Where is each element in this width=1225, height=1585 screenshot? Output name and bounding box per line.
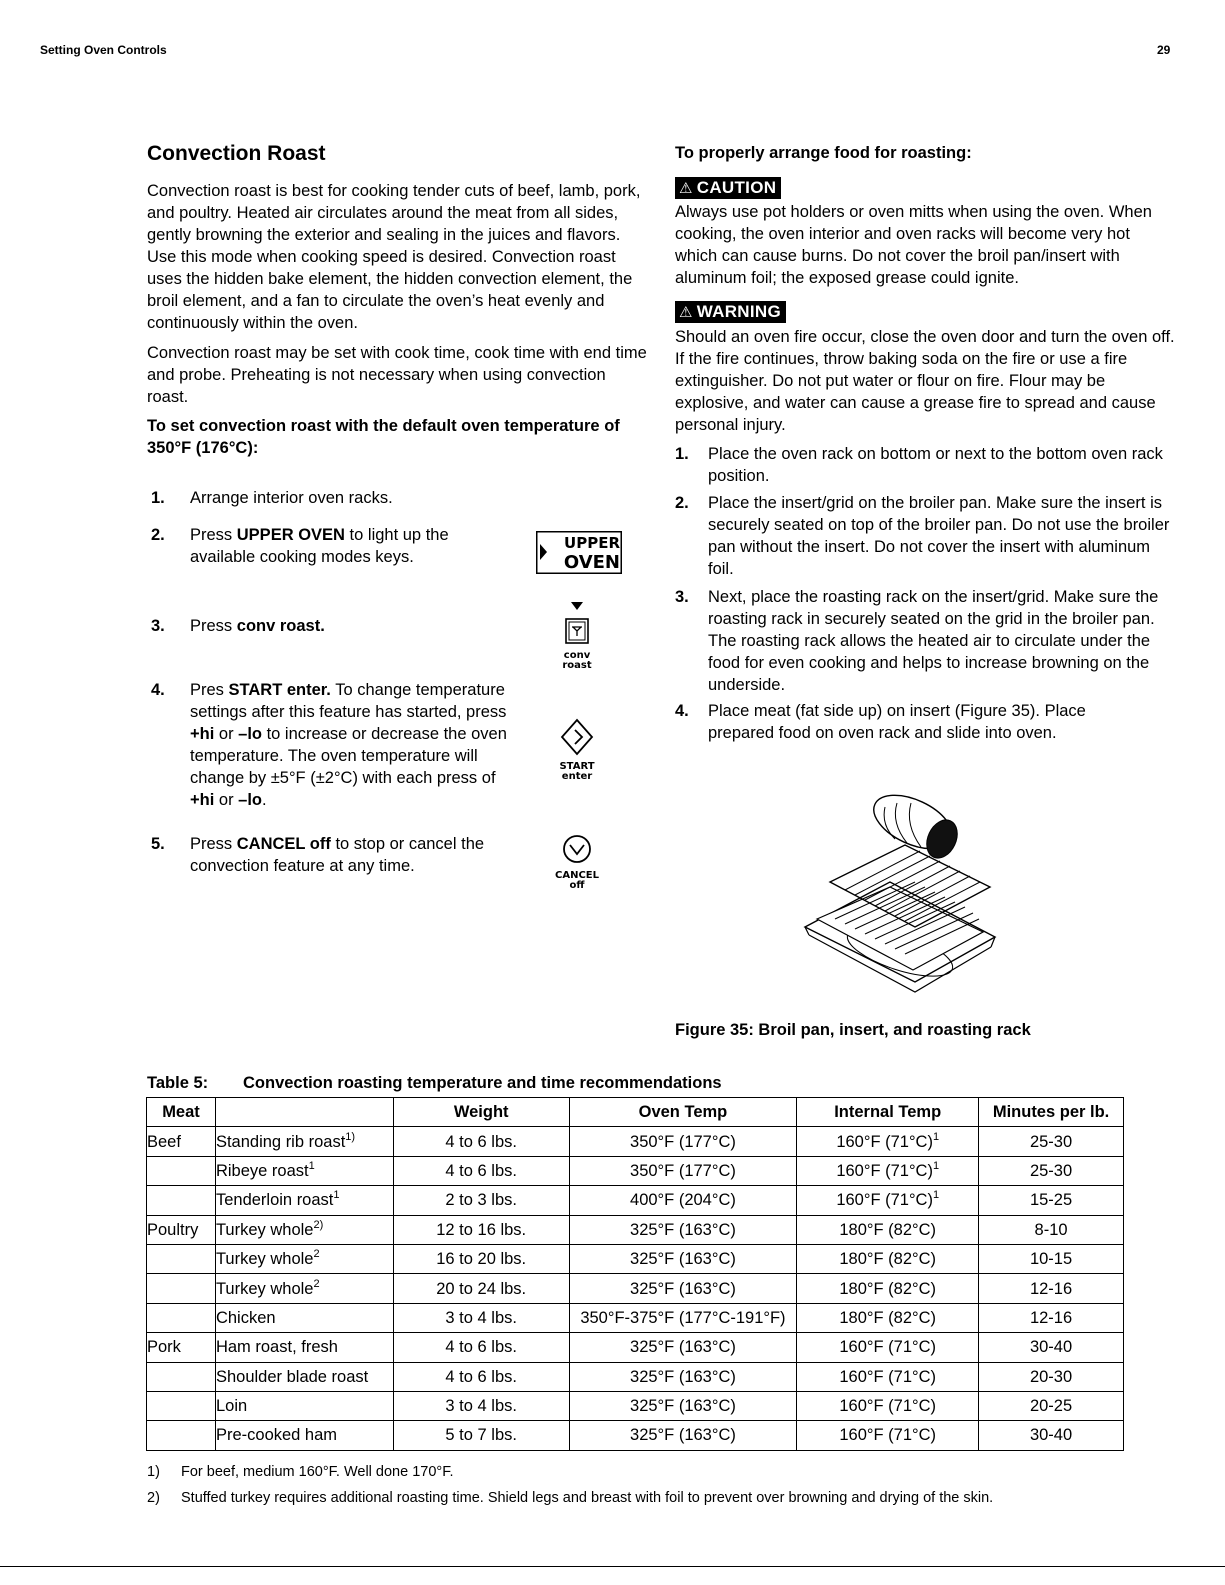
cell-minutes: 12-16 bbox=[979, 1274, 1124, 1303]
cell-weight: 16 to 20 lbs. bbox=[393, 1244, 569, 1273]
step-number: 4. bbox=[151, 681, 165, 699]
cell-minutes: 25-30 bbox=[979, 1127, 1124, 1156]
cell-oven-temp: 325°F (163°C) bbox=[569, 1244, 797, 1273]
page-number: 29 bbox=[1157, 43, 1171, 57]
cell-meat bbox=[147, 1274, 216, 1303]
cell-oven-temp: 350°F (177°C) bbox=[569, 1156, 797, 1185]
cell-minutes: 20-30 bbox=[979, 1362, 1124, 1391]
cancel-off-label: CANCEL off bbox=[555, 870, 599, 891]
cancel-off-key[interactable] bbox=[554, 832, 600, 891]
cell-cut: Loin bbox=[215, 1391, 393, 1420]
footnote-text: For beef, medium 160°F. Well done 170°F. bbox=[181, 1464, 454, 1480]
cell-oven-temp: 325°F (163°C) bbox=[569, 1421, 797, 1450]
cell-minutes: 8-10 bbox=[979, 1215, 1124, 1244]
cell-cut: Ribeye roast$^1$ bbox=[215, 1156, 393, 1185]
cell-cut: Pre-cooked ham bbox=[215, 1421, 393, 1450]
conv-roast-icon bbox=[554, 616, 600, 646]
upper-oven-label: UPPER OVEN bbox=[563, 534, 620, 573]
cell-cut: Turkey whole$^2$ bbox=[215, 1244, 393, 1273]
cell-internal-temp: 180°F (82°C) bbox=[797, 1274, 979, 1303]
cell-internal-temp: 160°F $(71^\circ C)^1$ bbox=[797, 1186, 979, 1215]
cell-oven-temp: 325°F (163°C) bbox=[569, 1274, 797, 1303]
cell-internal-temp: 180°F (82°C) bbox=[797, 1244, 979, 1273]
table-row bbox=[147, 1391, 1124, 1420]
second-paragraph: Convection roast may be set with cook time, cook time with end time and probe. Preheating is not necessary when using convection roast. bbox=[147, 344, 647, 406]
cell-meat bbox=[147, 1421, 216, 1450]
table-label: Table 5: bbox=[147, 1074, 209, 1092]
step-number: 5. bbox=[151, 835, 165, 853]
table-row bbox=[147, 1156, 1124, 1185]
step-number: 2. bbox=[151, 526, 165, 544]
header-internal-temp: Internal Temp bbox=[797, 1098, 979, 1127]
warning-icon: ⚠ bbox=[679, 304, 693, 321]
cell-internal-temp: 160°F (71°C) bbox=[797, 1333, 979, 1362]
step-number: 4. bbox=[675, 702, 689, 720]
cell-weight: 20 to 24 lbs. bbox=[393, 1274, 569, 1303]
cell-meat: Pork bbox=[147, 1333, 216, 1362]
down-arrow-icon bbox=[571, 597, 583, 615]
cell-weight: 4 to 6 lbs. bbox=[393, 1362, 569, 1391]
start-enter-key[interactable] bbox=[554, 717, 600, 782]
table-title: Convection roasting temperature and time recommendations bbox=[243, 1074, 722, 1092]
figure-caption: Figure 35: Broil pan, insert, and roasting rack bbox=[675, 1021, 1031, 1039]
footnote-text: Stuffed turkey requires additional roasting time. Shield legs and breast with foil to prevent over browning and drying of the skin. bbox=[181, 1490, 994, 1506]
cell-cut: Chicken bbox=[215, 1303, 393, 1332]
cell-cut: Shoulder blade roast bbox=[215, 1362, 393, 1391]
caution-warning-icon: ⚠ bbox=[679, 180, 693, 197]
header-cut bbox=[215, 1098, 393, 1127]
table-row bbox=[147, 1215, 1124, 1244]
roasting-table bbox=[146, 1097, 1124, 1451]
table-row bbox=[147, 1362, 1124, 1391]
cell-weight: 3 to 4 lbs. bbox=[393, 1391, 569, 1420]
step-text: Place the oven rack on bottom or next to the bottom oven rack position. bbox=[708, 445, 1163, 485]
cell-minutes: 12-16 bbox=[979, 1303, 1124, 1332]
cell-meat bbox=[147, 1362, 216, 1391]
cell-internal-temp: 160°F (71°C) bbox=[797, 1421, 979, 1450]
step-text: Place meat (fat side up) on insert (Figure 35). Place prepared food on oven rack and slide into oven. bbox=[708, 702, 1086, 742]
broil-pan-illustration bbox=[795, 787, 1000, 1007]
cell-meat: Beef bbox=[147, 1127, 216, 1156]
start-diamond-icon bbox=[554, 717, 600, 757]
intro-paragraph: Convection roast is best for cooking tender cuts of beef, lamb, pork, and poultry. Heated air circulates around the meat from all sides, gently browning the exterior and sealing in the juices and flavors. Use this mode when cooking speed is desired. Convection roast uses the hidden bake element, the hidden convection element, the broil element, and a fan to circulate the oven’s heat evenly and continuously within the oven. bbox=[147, 182, 641, 332]
table-row bbox=[147, 1186, 1124, 1215]
cell-weight: 4 to 6 lbs. bbox=[393, 1127, 569, 1156]
upper-oven-key[interactable] bbox=[536, 531, 622, 574]
step-number: 1. bbox=[675, 445, 689, 463]
step-text: Press CANCEL off to stop or cancel the convection feature at any time. bbox=[190, 835, 485, 875]
cell-meat bbox=[147, 1186, 216, 1215]
cell-weight: 2 to 3 lbs. bbox=[393, 1186, 569, 1215]
cell-weight: 4 to 6 lbs. bbox=[393, 1333, 569, 1362]
conv-roast-label: conv roast bbox=[562, 650, 592, 671]
table-row bbox=[147, 1303, 1124, 1332]
step-text: Next, place the roasting rack on the insert/grid. Make sure the roasting rack in securely seated on the grid in the broiler pan. The roasting rack allows the heated air to circulate under the food for even cooking and helps to increase browning on the underside. bbox=[708, 588, 1159, 694]
cell-minutes: 25-30 bbox=[979, 1156, 1124, 1185]
warning-badge: ⚠ WARNING bbox=[675, 301, 786, 323]
table-header-row bbox=[147, 1098, 1124, 1127]
step-text: Place the insert/grid on the broiler pan. Make sure the insert is securely seated on top of the broiler pan. Do not use the broiler pan without the insert. Do not cover the insert with aluminum foil. bbox=[708, 494, 1170, 578]
cell-oven-temp: 325°F (163°C) bbox=[569, 1333, 797, 1362]
arrange-heading: To properly arrange food for roasting: bbox=[675, 144, 972, 162]
cell-oven-temp: 325°F (163°C) bbox=[569, 1391, 797, 1420]
cell-minutes: 30-40 bbox=[979, 1421, 1124, 1450]
step-number: 1. bbox=[151, 489, 165, 507]
table-row bbox=[147, 1127, 1124, 1156]
start-enter-label: START enter bbox=[559, 761, 595, 782]
header-minutes: Minutes per lb. bbox=[979, 1098, 1124, 1127]
table-row bbox=[147, 1274, 1124, 1303]
caution-badge: ⚠ CAUTION bbox=[675, 177, 781, 199]
header-meat: Meat bbox=[147, 1098, 216, 1127]
footnote-number: 2) bbox=[147, 1490, 160, 1506]
step-number: 2. bbox=[675, 494, 689, 512]
cell-meat bbox=[147, 1244, 216, 1273]
cell-cut: Turkey whole$^{2)}$ bbox=[215, 1215, 393, 1244]
cell-minutes: 10-15 bbox=[979, 1244, 1124, 1273]
table-row bbox=[147, 1421, 1124, 1450]
cell-weight: 5 to 7 lbs. bbox=[393, 1421, 569, 1450]
step-number: 3. bbox=[675, 588, 689, 606]
cell-oven-temp: 350°F (177°C) bbox=[569, 1127, 797, 1156]
cell-cut: Ham roast, fresh bbox=[215, 1333, 393, 1362]
cancel-circle-icon bbox=[554, 832, 600, 866]
caution-text: Always use pot holders or oven mitts when using the oven. When cooking, the oven interior and oven racks will become very hot which can cause burns. Do not cover the broil pan/insert with aluminum foil; the exposed grease could ignite. bbox=[675, 203, 1152, 287]
cell-oven-temp: 325°F (163°C) bbox=[569, 1362, 797, 1391]
cell-cut: Standing rib roast$^{1)}$ bbox=[215, 1127, 393, 1156]
cell-minutes: 15-25 bbox=[979, 1186, 1124, 1215]
cell-cut: Tenderloin roast$^1$ bbox=[215, 1186, 393, 1215]
cell-meat bbox=[147, 1156, 216, 1185]
table-row bbox=[147, 1244, 1124, 1273]
procedure-heading: To set convection roast with the default oven temperature of 350°F (176°C): bbox=[147, 417, 620, 457]
header-oven-temp: Oven Temp bbox=[569, 1098, 797, 1127]
cell-oven-temp: 400°F (204°C) bbox=[569, 1186, 797, 1215]
step-text: Press conv roast. bbox=[190, 617, 325, 635]
header-weight: Weight bbox=[393, 1098, 569, 1127]
cell-internal-temp: 180°F (82°C) bbox=[797, 1215, 979, 1244]
step-text: Press UPPER OVEN to light up the available cooking modes keys. bbox=[190, 526, 449, 566]
running-header: Setting Oven Controls bbox=[40, 43, 167, 57]
section-title: Convection Roast bbox=[147, 142, 326, 165]
warning-text: Should an oven fire occur, close the oven door and turn the oven off. If the fire continues, throw baking soda on the fire or use a fire extinguisher. Do not put water or flour on fire. Flour may be explosive, and water can cause a grease fire to spread and cause personal injury. bbox=[675, 328, 1175, 434]
cell-cut: Turkey whole$^2$ bbox=[215, 1274, 393, 1303]
cell-internal-temp: 180°F (82°C) bbox=[797, 1303, 979, 1332]
cell-internal-temp: 160°F (71°C) bbox=[797, 1362, 979, 1391]
cell-weight: 3 to 4 lbs. bbox=[393, 1303, 569, 1332]
cell-internal-temp: 160°F $(71^\circ C)^1$ bbox=[797, 1156, 979, 1185]
table-row bbox=[147, 1333, 1124, 1362]
cell-internal-temp: 160°F $(71^\circ C)^1$ bbox=[797, 1127, 979, 1156]
cell-meat: Poultry bbox=[147, 1215, 216, 1244]
cell-meat bbox=[147, 1391, 216, 1420]
cell-weight: 12 to 16 lbs. bbox=[393, 1215, 569, 1244]
cell-oven-temp: 350°F-375°F (177°C-191°F) bbox=[569, 1303, 797, 1332]
cell-oven-temp: 325°F (163°C) bbox=[569, 1215, 797, 1244]
cell-weight: 4 to 6 lbs. bbox=[393, 1156, 569, 1185]
conv-roast-key[interactable] bbox=[554, 616, 600, 671]
step-text: Pres START enter. To change temperature settings after this feature has started, press +hi or –lo to increase or decrease the oven temperature. The oven temperature will change by ±5°F (±2°C) with each press of +hi or –lo. bbox=[190, 681, 507, 809]
cell-minutes: 20-25 bbox=[979, 1391, 1124, 1420]
step-number: 3. bbox=[151, 617, 165, 635]
cell-internal-temp: 160°F (71°C) bbox=[797, 1391, 979, 1420]
cell-meat bbox=[147, 1303, 216, 1332]
cell-minutes: 30-40 bbox=[979, 1333, 1124, 1362]
footnote-number: 1) bbox=[147, 1464, 160, 1480]
step-text: Arrange interior oven racks. bbox=[190, 489, 393, 507]
bottom-rule bbox=[0, 1566, 1225, 1567]
